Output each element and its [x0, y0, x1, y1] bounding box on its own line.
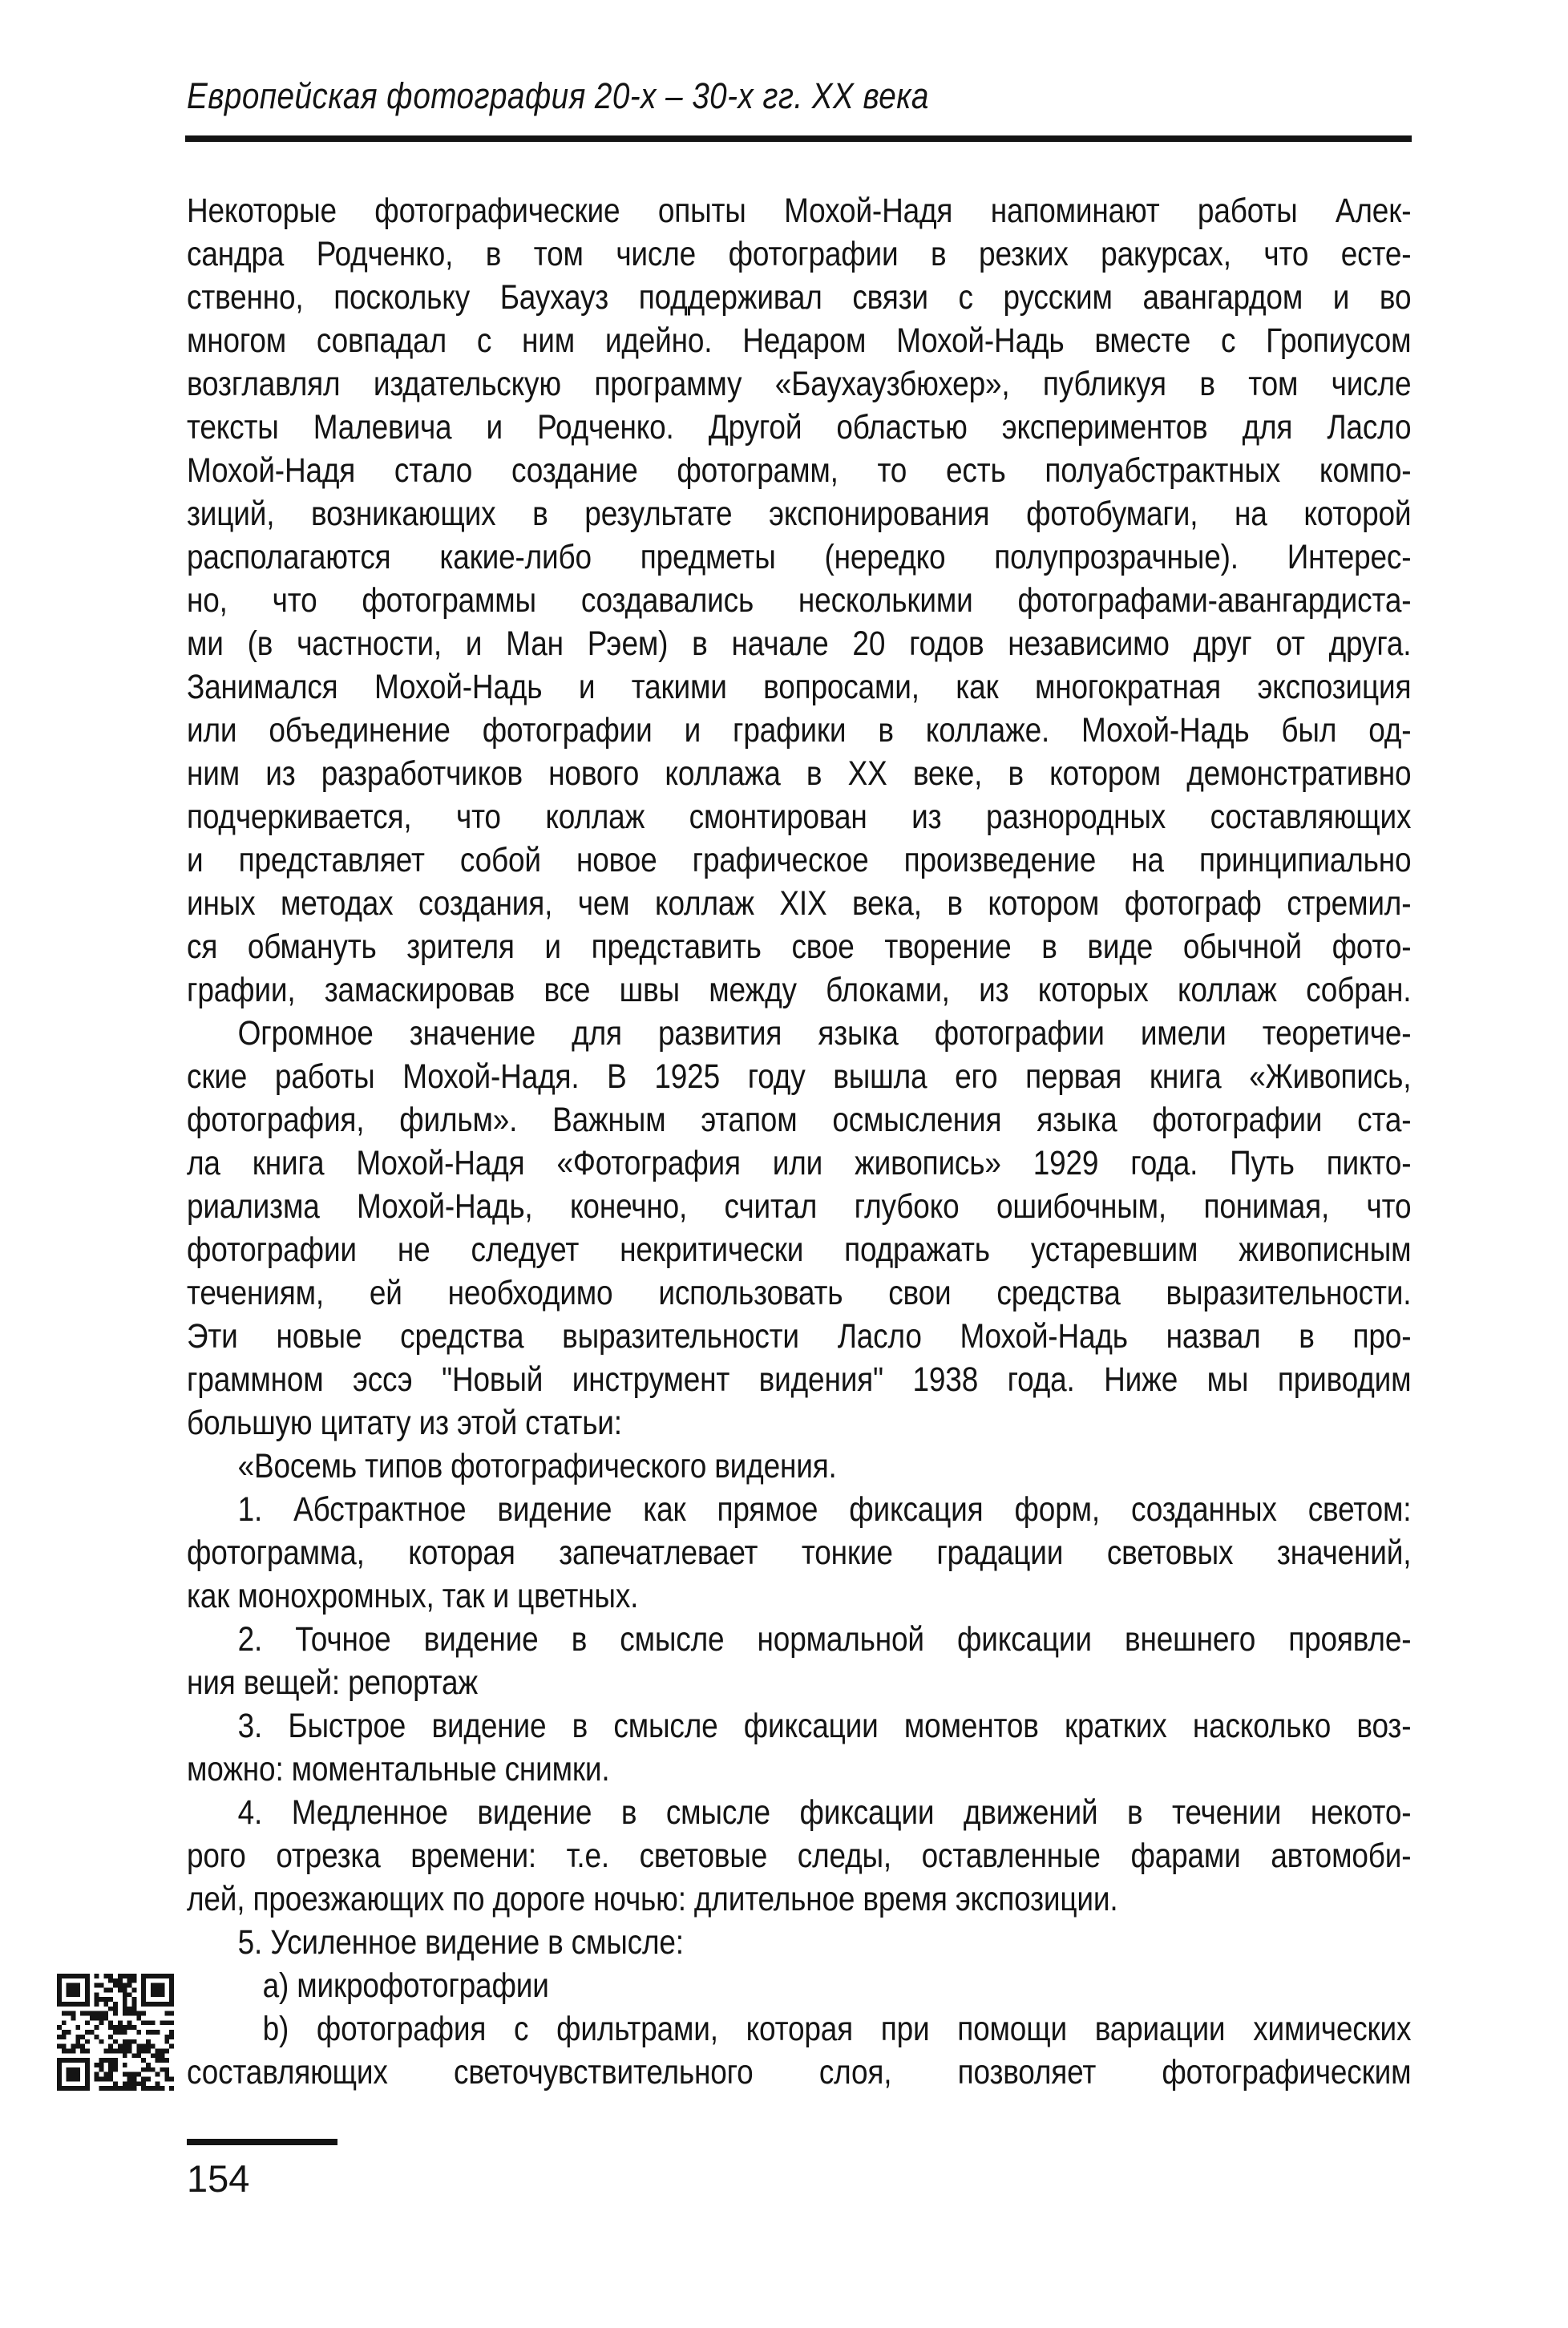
footer-rule	[187, 2139, 337, 2145]
text-line: течениям, ей необходимо использовать свои средства выразительности.	[187, 1274, 1412, 1312]
text-line: 3. Быстрое видение в смысле фиксации моментов кратких насколько воз-	[237, 1707, 1412, 1745]
text-line: «Восемь типов фотографического видения.	[237, 1447, 837, 1485]
text-line: ские работы Мохой-Надя. В 1925 году вышла его первая книга «Живопись,	[187, 1057, 1412, 1096]
text-line: большую цитату из этой статьи:	[187, 1404, 622, 1442]
text-line: b) фотография с фильтрами, которая при помощи вариации химических	[262, 2010, 1412, 2048]
text-line: располагаются какие-либо предметы (нередко полупрозрачные). Интерес-	[187, 538, 1412, 576]
text-line: можно: моментальные снимки.	[187, 1750, 610, 1788]
text-line: ла книга Мохой-Надя «Фотография или живопись» 1929 года. Путь пикто-	[187, 1144, 1412, 1182]
text-line: ственно, поскольку Баухауз поддерживал связи с русским авангардом и во	[187, 278, 1412, 317]
text-line: 2. Точное видение в смысле нормальной фиксации внешнего проявле-	[237, 1620, 1412, 1659]
text-line: зиций, возникающих в результате экспонирования фотобумаги, на которой	[187, 495, 1412, 533]
header-rule	[185, 135, 1412, 142]
text-line: фотограмма, которая запечатлевает тонкие градации световых значений,	[187, 1534, 1412, 1572]
text-line: возглавлял издательскую программу «Баухаузбюхер», публикуя в том числе	[187, 365, 1412, 403]
text-line: сандра Родченко, в том числе фотографии в резких ракурсах, что есте-	[187, 235, 1412, 273]
qr-code	[57, 1974, 174, 2091]
text-line: Мохой-Надя стало создание фотограмм, то есть полуабстрактных компо-	[187, 451, 1412, 490]
text-line: граммном эссэ "Новый инструмент видения" 1938 года. Ниже мы приводим	[187, 1360, 1412, 1399]
text-line: тексты Малевича и Родченко. Другой областью экспериментов для Ласло	[187, 408, 1412, 447]
text-line: многом совпадал с ним идейно. Недаром Мохой-Надь вместе с Гропиусом	[187, 321, 1412, 360]
running-header-title: Европейская фотография 20-х – 30-х гг. XX века	[187, 75, 929, 116]
text-line: как монохромных, так и цветных.	[187, 1577, 639, 1615]
text-line: Огромное значение для развития языка фотографии имели теоретиче-	[237, 1014, 1412, 1053]
body-text	[187, 189, 1411, 2094]
text-line: а) микрофотографии	[262, 1966, 549, 2005]
text-line: Эти новые средства выразительности Ласло Мохой-Надь назвал в про-	[187, 1317, 1412, 1356]
text-line: лей, проезжающих по дороге ночью: длительное время экспозиции.	[187, 1880, 1118, 1918]
text-line: фотографии не следует некритически подражать устаревшим живописным	[187, 1231, 1412, 1269]
text-line: графии, замаскировав все швы между блоками, из которых коллаж собран.	[187, 971, 1412, 1009]
text-line: ния вещей: репортаж	[187, 1663, 479, 1702]
text-line: Занимался Мохой-Надь и такими вопросами, как многократная экспозиция	[187, 668, 1412, 706]
text-line: Некоторые фотографические опыты Мохой-Надя напоминают работы Алек-	[187, 192, 1412, 230]
page-number: 154	[187, 2157, 250, 2200]
text-line: 5. Усиленное видение в смысле:	[237, 1923, 684, 1962]
text-line: ним из разработчиков нового коллажа в XX веке, в котором демонстративно	[187, 754, 1412, 793]
text-line: подчеркивается, что коллаж смонтирован из разнородных составляющих	[187, 798, 1412, 836]
text-line: риализма Мохой-Надь, конечно, считал глубоко ошибочным, понимая, что	[187, 1187, 1412, 1226]
text-line: составляющих светочувствительного слоя, позволяет фотографическим	[187, 2053, 1412, 2092]
text-line: иных методах создания, чем коллаж XIX века, в котором фотограф стремил-	[187, 884, 1412, 923]
text-line: рого отрезка времени: т.е. световые следы, оставленные фарами автомоби-	[187, 1837, 1412, 1875]
text-line: но, что фотограммы создавались несколькими фотографами-авангардиста-	[187, 581, 1412, 620]
text-line: или объединение фотографии и графики в коллаже. Мохой-Надь был од-	[187, 711, 1412, 750]
text-line: 1. Абстрактное видение как прямое фиксация форм, созданных светом:	[237, 1490, 1412, 1529]
text-line: фотография, фильм». Важным этапом осмысления языка фотографии ста-	[187, 1101, 1412, 1139]
text-line: и представляет собой новое графическое произведение на принципиально	[187, 841, 1412, 879]
text-line: ми (в частности, и Ман Рэем) в начале 20 годов независимо друг от друга.	[187, 624, 1412, 663]
text-line: ся обмануть зрителя и представить свое творение в виде обычной фото-	[187, 928, 1412, 966]
text-line: 4. Медленное видение в смысле фиксации движений в течении некото-	[237, 1793, 1412, 1832]
